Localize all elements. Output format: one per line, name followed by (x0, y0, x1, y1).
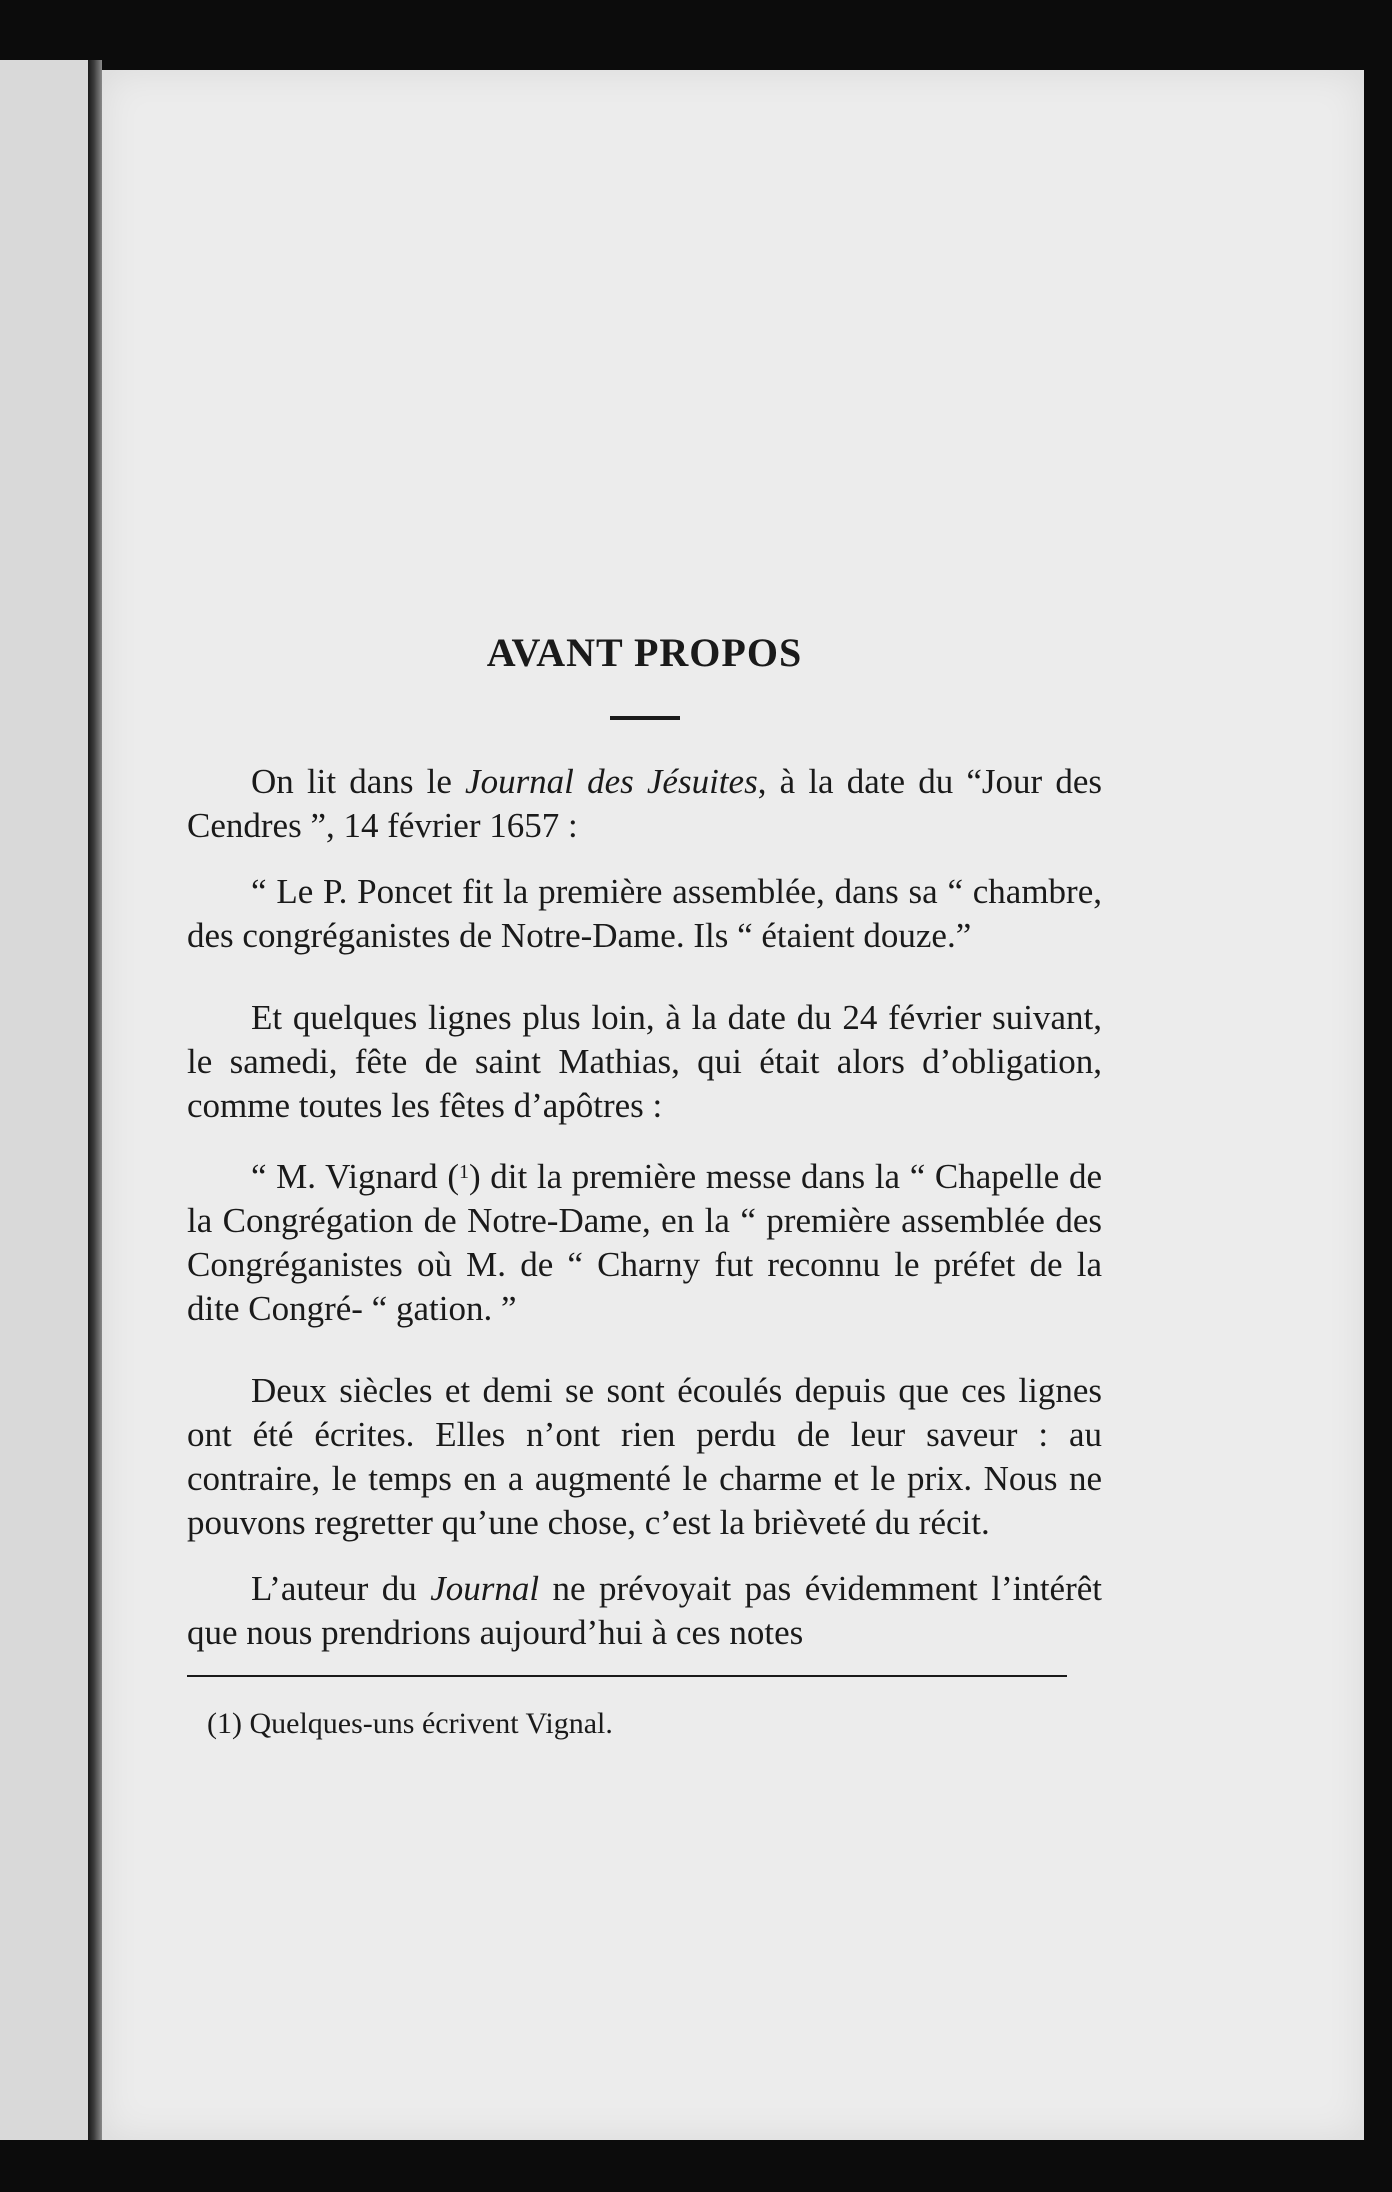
paragraph-third: Deux siècles et demi se sont écoulés depuis que ces lignes ont été écrites. Elles n’ont rien perdu de leur saveur : au contraire, le temps en a augmenté le charme et le prix. Nous ne pouvons regretter qu’une chose, c’est la brièveté du récit. (187, 1371, 1102, 1542)
journal-title-italic: Journal des Jésuites (465, 762, 758, 801)
book-page (102, 70, 1364, 2140)
page-title: AVANT PROPOS (486, 630, 803, 675)
title-rule (610, 716, 680, 720)
journal-italic: Journal (430, 1569, 540, 1608)
quote-first: “ Le P. Poncet fit la première assemblée, dans sa “ chambre, des congréganistes de Notre-Dame. Ils “ étaient douze.” (187, 872, 1102, 955)
footnote-ref: 1 (458, 1161, 469, 1183)
paragraph-second: Et quelques lignes plus loin, à la date du 24 février suivant, le samedi, fête de saint Mathias, qui était alors d’obligation, comme toutes les fêtes d’apôtres : (187, 998, 1102, 1125)
footnote: (1) Quelques-uns écrivent Vignal. (207, 1707, 613, 1740)
page-content (187, 550, 1102, 1743)
facing-page-edge (0, 60, 100, 2140)
footnote-rule (187, 1675, 1067, 1677)
quote-second: “ M. Vignard ($^1$) dit la première messe dans la “ Chapelle de la Congrégation de Notre-Dame, en la “ première assemblée des Congréganistes où M. de “ Charny fut reconnu le préfet de la dite Congré- “ gation. ” (187, 1157, 1102, 1328)
paragraph-intro: On lit dans le Journal des Jésuites, à la date du “Jour des Cendres ”, 14 février 1657 : (187, 762, 1102, 845)
paragraph-fourth: L’auteur du Journal ne prévoyait pas évidemment l’intérêt que nous prendrions aujourd’hui à ces notes (187, 1569, 1102, 1652)
book-spine (88, 60, 102, 2140)
